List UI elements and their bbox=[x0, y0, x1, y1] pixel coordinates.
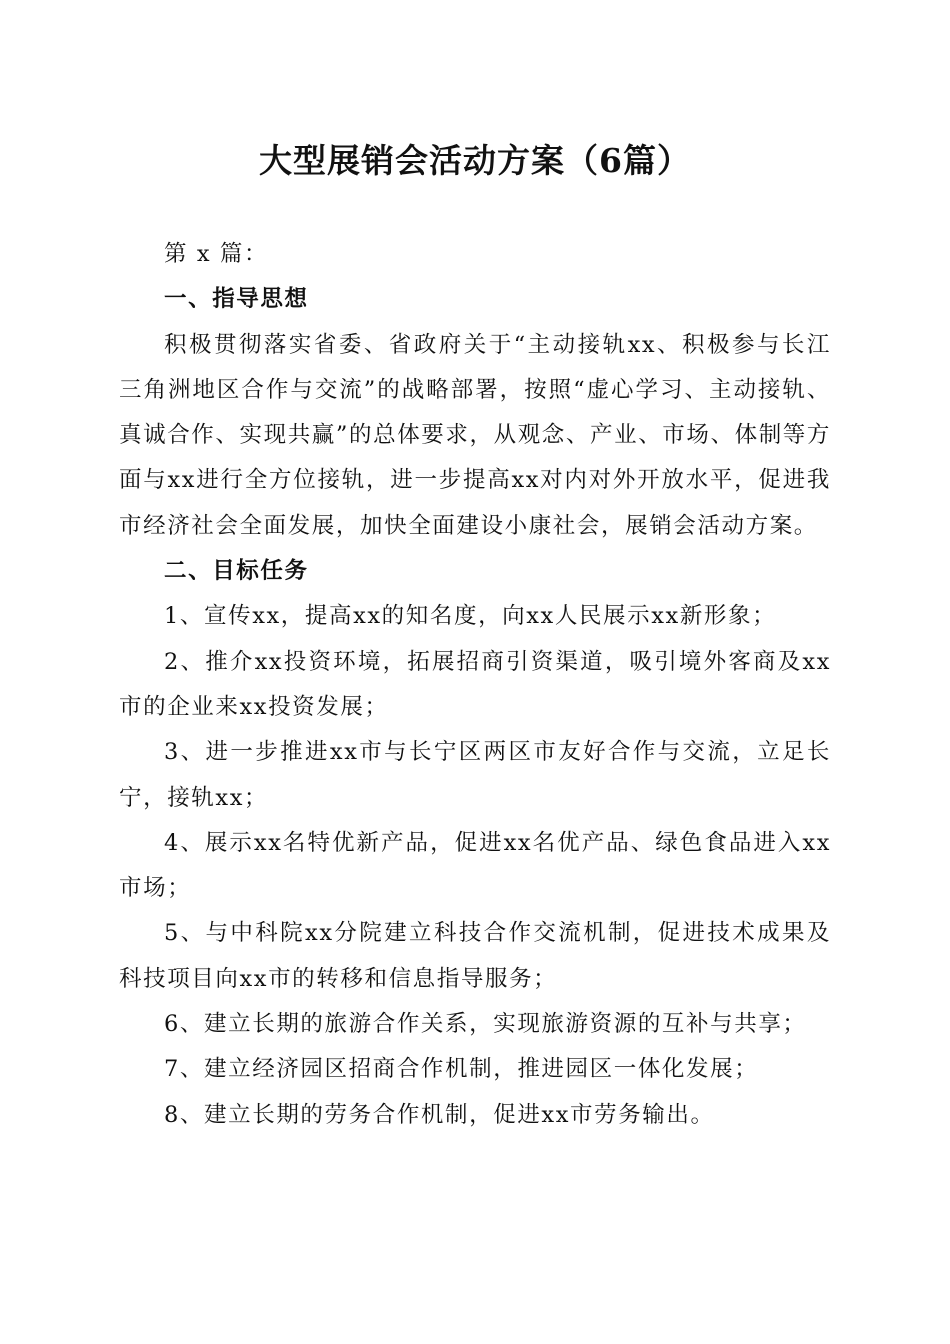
task-item-7: 7、建立经济园区招商合作机制，推进园区一体化发展； bbox=[164, 1056, 759, 1083]
document-body bbox=[119, 232, 831, 1138]
task-item-4: 4、展示xx名特优新产品，促进xx名优产品、绿色食品进入xx市场； bbox=[119, 829, 831, 902]
paragraph-guiding-ideology: 积极贯彻落实省委、省政府关于“主动接轨xx、积极参与长江三角洲地区合作与交流”的战略部署，按照“虚心学习、主动接轨、真诚合作、实现共赢”的总体要求，从观念、产业、市场、体制等方面与xx进行全方位接轨，进一步提高xx对内对外开放水平，促进我市经济社会全面发展，加快全面建设小康社会，展销会活动方案。 bbox=[119, 331, 832, 539]
task-item-1: 1、宣传xx，提高xx的知名度，向xx人民展示xx新形象； bbox=[164, 603, 777, 630]
task-item-2: 2、推介xx投资环境，拓展招商引资渠道，吸引境外客商及xx市的企业来xx投资发展； bbox=[119, 648, 831, 720]
task-item-3: 3、进一步推进xx市与长宁区两区市友好合作与交流，立足长宁，接轨xx； bbox=[119, 739, 831, 811]
section-heading-guiding-ideology: 一、指导思想 bbox=[164, 286, 309, 313]
task-item-5: 5、与中科院xx分院建立科技合作交流机制，促进技术成果及科技项目向xx市的转移和信息指导服务； bbox=[119, 920, 831, 992]
chapter-label: 第 x 篇： bbox=[164, 241, 269, 267]
task-item-8: 8、建立长期的劳务合作机制，促进xx市劳务输出。 bbox=[164, 1101, 715, 1128]
document-title: 大型展销会活动方案（6篇） bbox=[259, 141, 691, 180]
task-item-6: 6、建立长期的旅游合作关系，实现旅游资源的互补与共享； bbox=[164, 1011, 807, 1038]
section-heading-goals-tasks: 二、目标任务 bbox=[164, 558, 309, 585]
